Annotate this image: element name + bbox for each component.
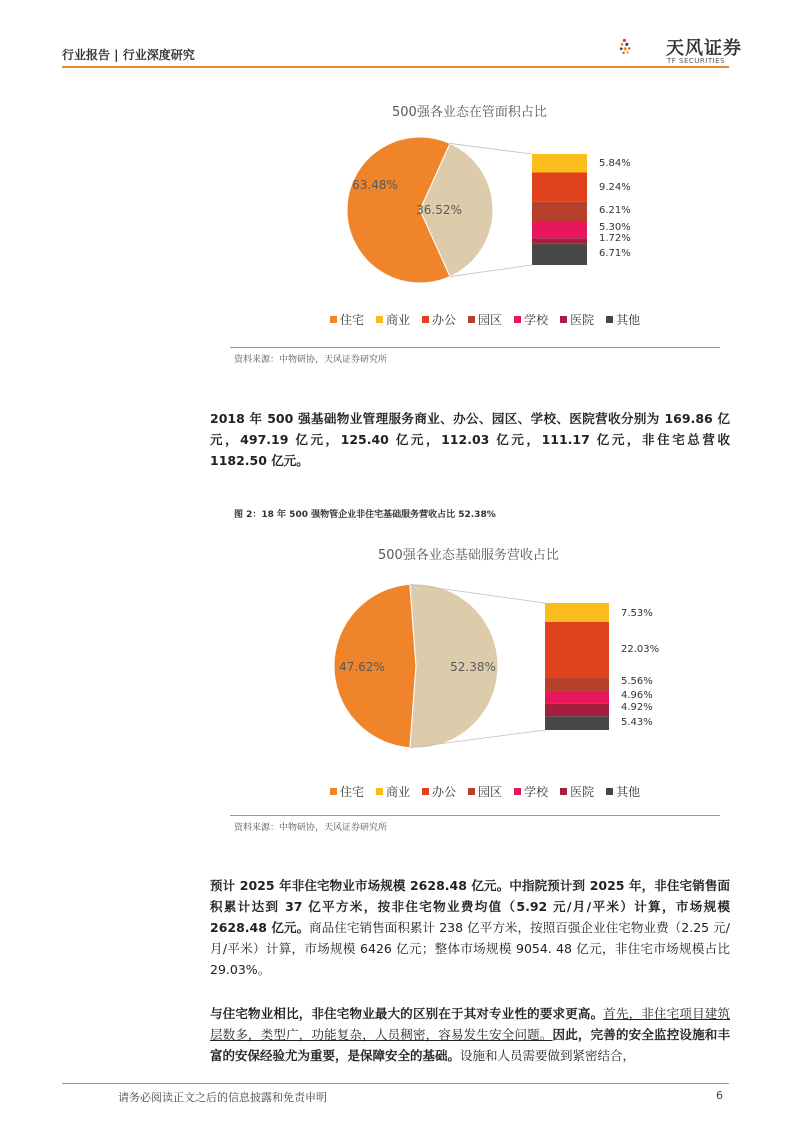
chart1-bar-segment-2 [532,202,587,222]
chart1-legend-label: 办公 [432,313,457,327]
chart1-bar-label-5: 6.71% [599,248,631,259]
chart1-legend-label: 商业 [386,313,411,327]
chart2-legend-swatch [606,788,613,795]
chart1-legend-label: 医院 [570,313,595,327]
chart2-legend-label: 商业 [386,785,411,799]
chart2-legend-item [468,783,502,800]
chart1-legend-label: 园区 [478,313,503,327]
chart1-bar-label-4: 1.72% [599,233,631,244]
chart2-bar-label-4: 4.92% [621,702,653,713]
chart2-bar-segment-4 [545,704,609,716]
chart1-legend-label: 住宅 [340,313,365,327]
logo-subtitle: TF SECURITIES [667,57,726,65]
chart1-legend [330,311,640,328]
chart1-legend-swatch [606,316,613,323]
chart1-legend-swatch [560,316,567,323]
chart2-legend-label: 医院 [570,785,595,799]
logo-text: 天风证券 [666,38,742,59]
chart1-legend-label: 其他 [616,313,641,327]
chart2-bar-segment-3 [545,691,609,703]
report-header-title: 行业报告 | 行业深度研究 [62,48,195,62]
chart1-legend-item [606,311,640,328]
chart1-bar-segment-4 [532,238,587,243]
chart2-label-residential: 47.62% [339,660,385,674]
chart1-label-residential: 63.48% [352,178,398,192]
chart1-pie [330,125,660,285]
chart1-bar-segment-0 [532,154,587,173]
chart1-legend-item [422,311,456,328]
chart2-legend-label: 园区 [478,785,503,799]
paragraph-comparison: 与住宅物业相比，非住宅物业最大的区别在于其对专业性的要求更高。首先，非住宅项目建筑层数多，类型广，功能复杂，人员稠密，容易发生安全问题。因此，完善的安全监控设施和丰富的安保经验尤为重要，是保障安全的基础。设施和人员需要做到紧密结合， [210,1006,730,1063]
chart1-title: 500强各业态在管面积占比 [392,105,547,120]
chart2-legend-item [560,783,594,800]
chart1-legend-swatch [468,316,475,323]
chart1-source-divider [230,347,720,348]
chart2-title: 500强各业态基础服务营收占比 [378,548,559,563]
chart2-legend-label: 住宅 [340,785,365,799]
chart2-bar-label-2: 5.56% [621,676,653,687]
page-number: 6 [716,1089,723,1102]
chart1-bar-label-2: 6.21% [599,205,631,216]
chart2-source-divider [230,815,720,816]
header-divider [62,66,729,68]
chart1-legend-item [514,311,548,328]
paragraph-market-size: 预计 2025 年非住宅物业市场规模 2628.48 亿元。中指院预计到 2025 年，非住宅销售面积累计达到 37 亿平方米，按非住宅物业费均值（5.92 元/月/平米）计算，市场规模 2628.48 亿元。商品住宅销售面积累计 238 亿平方米，按照百强企业住宅物业费（2.25 元/月/平米）计算，市场规模 6426 亿元；整体市场规模 9054. 48 亿元，非住宅市场规模占比 29.03%。 [210,878,730,977]
chart1-legend-label: 学校 [524,313,549,327]
chart2-legend [330,783,640,800]
chart2-legend-swatch [468,788,475,795]
chart2-legend-label: 学校 [524,785,549,799]
chart2-legend-item [422,783,456,800]
figure2-caption: 图 2：18 年 500 强物管企业非住宅基础服务营收占比 52.38% [234,510,496,520]
footer-disclaimer: 请务必阅读正文之后的信息披露和免责申明 [118,1091,327,1104]
chart1-source: 资料来源：中物研协，天风证券研究所 [234,355,388,365]
chart1-legend-swatch [422,316,429,323]
chart1-bar-label-1: 9.24% [599,182,631,193]
chart2-legend-swatch [514,788,521,795]
chart1-bar-label-3: 5.30% [599,222,631,233]
chart1-legend-swatch [514,316,521,323]
chart2-bar-segment-5 [545,716,609,730]
chart2-bar-label-5: 5.43% [621,717,653,728]
chart2-legend-swatch [330,788,337,795]
chart1-bar-segment-1 [532,173,587,202]
chart1-legend-item [376,311,410,328]
chart2-legend-item [514,783,548,800]
chart2-legend-swatch [422,788,429,795]
footer-divider [62,1083,729,1084]
chart2-legend-label: 其他 [616,785,641,799]
chart2-bar-segment-2 [545,677,609,691]
chart1-legend-swatch [330,316,337,323]
chart2-bar-label-3: 4.96% [621,690,653,701]
chart2-legend-item [376,783,410,800]
chart2-legend-item [606,783,640,800]
chart2-source: 资料来源：中物研协，天风证券研究所 [234,823,388,833]
chart2-legend-swatch [560,788,567,795]
chart2-legend-label: 办公 [432,785,457,799]
chart2-pie [320,570,660,760]
chart2-bar-label-1: 22.03% [621,644,660,655]
chart2-legend-item [330,783,364,800]
chart1-bar-label-0: 5.84% [599,158,631,169]
logo-icon [618,24,666,68]
chart1-bar-segment-3 [532,221,587,238]
paragraph-revenue: 2018 年 500 强基础物业管理服务商业、办公、园区、学校、医院营收分别为 169.86 亿元，497.19 亿元，125.40 亿元，112.03 亿元，111.17 亿元，非住宅总营收 1182.50 亿元。 [210,411,730,468]
chart1-bar-segment-5 [532,244,587,265]
chart2-bar-segment-1 [545,622,609,677]
chart2-legend-swatch [376,788,383,795]
chart1-legend-item [468,311,502,328]
chart1-legend-item [330,311,364,328]
chart1-label-non-residential: 36.52% [416,203,462,217]
chart1-legend-swatch [376,316,383,323]
chart1-legend-item [560,311,594,328]
chart2-bar-label-0: 7.53% [621,608,653,619]
chart2-label-non-residential: 52.38% [450,660,496,674]
chart2-bar-segment-0 [545,603,609,622]
